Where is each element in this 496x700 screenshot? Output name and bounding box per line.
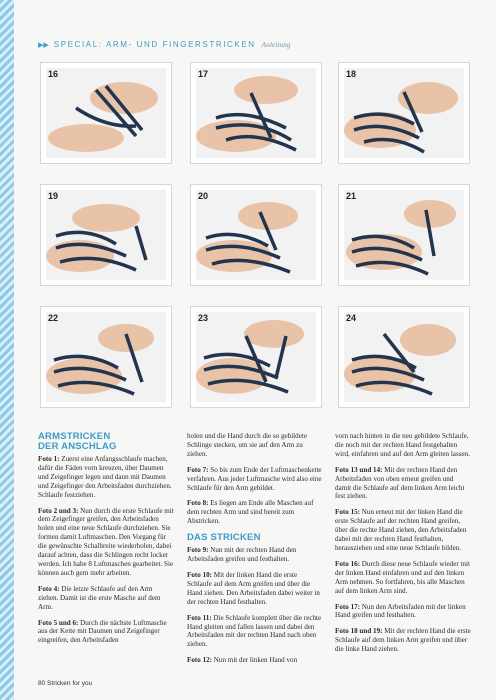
paragraph: Foto 8: Es liegen am Ende alle Maschen auf dem rechten Arm und sind bereit zum Abstricken. <box>187 499 314 526</box>
photo-step-24: 24 <box>338 306 470 408</box>
section-subtitle: Anleitung <box>261 40 291 49</box>
photo-step-22: 22 <box>40 306 172 408</box>
paragraph: Foto 1: Zuerst eine Anfangsschlaufe machen, dafür die Fäden vorn kreuzen, über Daumen und Zeigefinger legen und dann mit Daumen und Zeigefinger den Arbeitsfaden durchziehen. Schlaufe festziehen. <box>38 455 172 499</box>
paragraph: Foto 2 und 3: Nun durch die erste Schlaufe mit dem Zeigefinger greifen, den Arbeitsfaden holen und eine neue Schlaufe durchziehen. Sie formen damit Luftmaschen. Den Vorgang für die gewünschte Schalbreite wiederholen, dabei darauf achten, dass die Schlingen recht locker werden. Ich habe 8 Luftmaschen gearbeitet. Sie können auch gern mehr arbeiten. <box>38 506 174 577</box>
text-column-right <box>335 432 471 661</box>
photo-step-18: 18 <box>338 62 470 164</box>
photo-grid <box>40 62 470 417</box>
paragraph: Foto 10: Mit der linken Hand die erste Schlaufe auf dem Arm greifen und über die Hand ziehen. Den Arbeitsfaden dabei weiter in der rechten Hand festhalten. <box>187 570 320 606</box>
magazine-name: Stricken for you <box>47 680 93 687</box>
text-column-middle <box>187 432 323 672</box>
instructions-text <box>38 432 472 682</box>
paragraph: Foto 15: Nun erneut mit der linken Hand die erste Schlaufe auf der rechten Hand greifen, über die rechte Hand ziehen, den Arbeitsfaden dabei mit der rechten Hand festhalten, herausziehen und eine neue Schlaufe bilden. <box>335 508 467 552</box>
paragraph: Foto 5 und 6: Durch die nächste Luftmasche aus der Kette mit Daumen und Zeigefinger eingreifen, den Arbeitsfaden <box>38 618 167 645</box>
paragraph: Foto 18 und 19: Mit der rechten Hand die erste Schlaufe auf dem linken Arm greifen und über die linke Hand ziehen. <box>335 627 471 654</box>
photo-step-19: 19 <box>40 184 172 286</box>
photo-step-20: 20 <box>190 184 322 286</box>
paragraph: Foto 13 und 14: Mit der rechten Hand den Arbeitsfaden von oben erneut greifen und damit die Schlaufe auf dem linken Arm leicht fest ziehen. <box>335 465 465 501</box>
decorative-edge-strip <box>0 0 14 700</box>
paragraph: vorn nach hinten in die neu gebildete Schlaufe, die noch mit der rechten Hand festgehalten wird, einfahren und auf den Arm gleiten lassen. <box>335 432 470 458</box>
photo-step-16: 16 <box>40 62 172 164</box>
photo-step-23: 23 <box>190 306 322 408</box>
section-header <box>38 40 478 52</box>
paragraph: Foto 16: Durch diese neue Schlaufe wieder mit der linken Hand einfahren und auf den linken Arm nehmen. So fortfahren, bis alle Maschen auf dem linken Arm sind. <box>335 559 470 595</box>
paragraph: Foto 12: Nun mit der linken Hand von <box>187 656 298 665</box>
photo-step-21: 21 <box>338 184 470 286</box>
page-number: 80 <box>38 680 46 687</box>
page-footer <box>38 680 92 687</box>
paragraph: Foto 9: Nun mit der rechten Hand den Arbeitsfaden greifen und festhalten. <box>187 546 297 564</box>
paragraph: holen und die Hand durch die so gebildete Schlinge stecken, um sie auf den Arm zu ziehen. <box>187 432 307 458</box>
double-arrow-icon: ▶▶ <box>38 42 49 49</box>
heading-armstricken: ARMSTRICKEN DER ANSCHLAG <box>38 431 117 452</box>
paragraph: Foto 11: Die Schlaufe komplett über die rechte Hand gleiten und fallen lassen und dabei den Arbeitsfaden mit der rechten Hand nach oben ziehen. <box>187 613 322 649</box>
heading-das-stricken: DAS STRICKEN <box>187 532 261 544</box>
paragraph: Foto 7: So bis zum Ende der Luftmaschenkette verfahren. Aus jeder Luftmasche wird also eine Schlaufe für den Arm gebildet. <box>187 465 322 492</box>
text-column-left <box>38 432 174 652</box>
photo-step-17: 17 <box>190 62 322 164</box>
section-title: SPECIAL: ARM- UND FINGERSTRICKEN <box>53 40 256 49</box>
paragraph: Foto 17: Nun den Arbeitsfaden mit der linken Hand greifen und festhalten. <box>335 602 466 620</box>
paragraph: Foto 4: Die letzte Schlaufe auf den Arm ziehen. Damit ist die erste Masche auf dem Arm. <box>38 584 161 611</box>
